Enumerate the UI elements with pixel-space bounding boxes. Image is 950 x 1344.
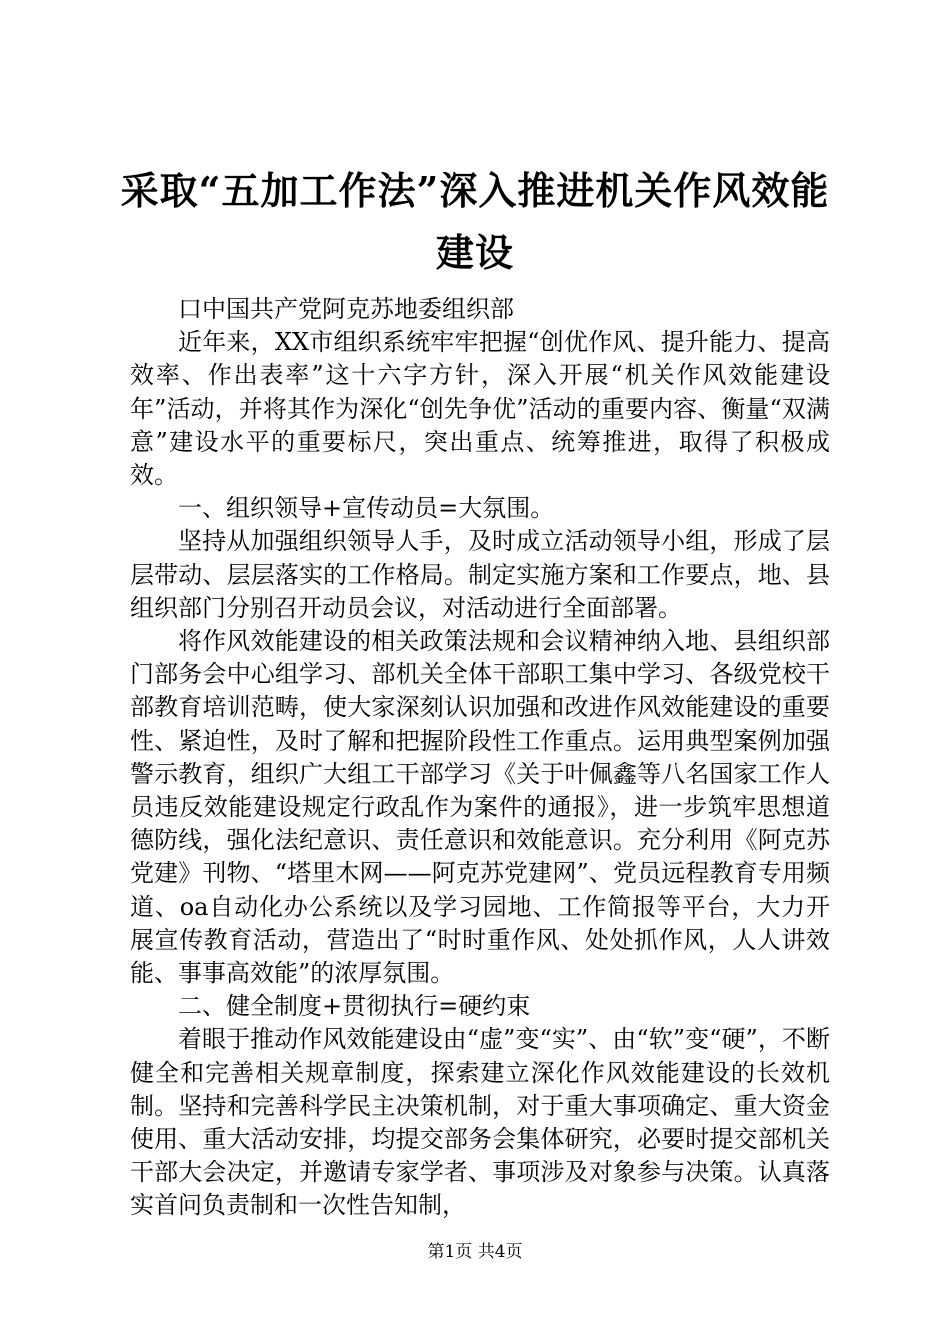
- document-title: 采取“五加工作法”深入推进机关作风效能建设: [120, 168, 830, 275]
- author-line: 口中国共产党阿克苏地委组织部: [178, 295, 514, 323]
- body-paragraph: 坚持从加强组织领导人手，及时成立活动领导小组，形成了层层带动、层层落实的工作格局。制定实施方案和工作要点，地、县组织部门分别召开动员会议，对活动进行全面部署。: [130, 527, 830, 622]
- page-number-footer: 第1页 共4页: [427, 1242, 523, 1262]
- intro-paragraph: 近年来，XX市组织系统牢牢把握“创优作风、提升能力、提高效率、作出表率”这十六字方针，深入开展“机关作风效能建设年”活动，并将其作为深化“创先争优”活动的重要内容、衡量“双满意”建设水平的重要标尺，突出重点、统筹推进，取得了积极成效。: [130, 328, 830, 490]
- document-body: [130, 293, 830, 1223]
- body-paragraph: 着眼于推动作风效能建设由“虚”变“实”、由“软”变“硬”，不断健全和完善相关规章制度，探索建立深化作风效能建设的长效机制。坚持和完善科学民主决策机制，对于重大事项确定、重大资金使用、重大活动安排，均提交部务会集体研究，必要时提交部机关干部大会决定，并邀请专家学者、事项涉及对象参与决策。认真落实首问负责制和一次性告知制，: [130, 1025, 830, 1220]
- section-heading-1: 一、组织领导+宣传动员=大氛围。: [178, 494, 555, 523]
- section-heading-2: 二、健全制度+贯彻执行=硬约束: [178, 992, 531, 1021]
- body-paragraph: 将作风效能建设的相关政策法规和会议精神纳入地、县组织部门部务会中心组学习、部机关全体干部职工集中学习、各级党校干部教育培训范畴，使大家深刻认识加强和改进作风效能建设的重要性、紧迫性，及时了解和把握阶段性工作重点。运用典型案例加强警示教育，组织广大组工干部学习《关于叶佩鑫等八名国家工作人员违反效能建设规定行政乱作为案件的通报》，进一步筑牢思想道德防线，强化法纪意识、责任意识和效能意识。充分利用《阿克苏党建》刊物、“塔里木网——阿克苏党建网”、党员远程教育专用频道、oa自动化办公系统以及学习园地、工作简报等平台，大力开展宣传教育活动，营造出了“时时重作风、处处抓作风，人人讲效能、事事高效能”的浓厚氛围。: [130, 627, 830, 988]
